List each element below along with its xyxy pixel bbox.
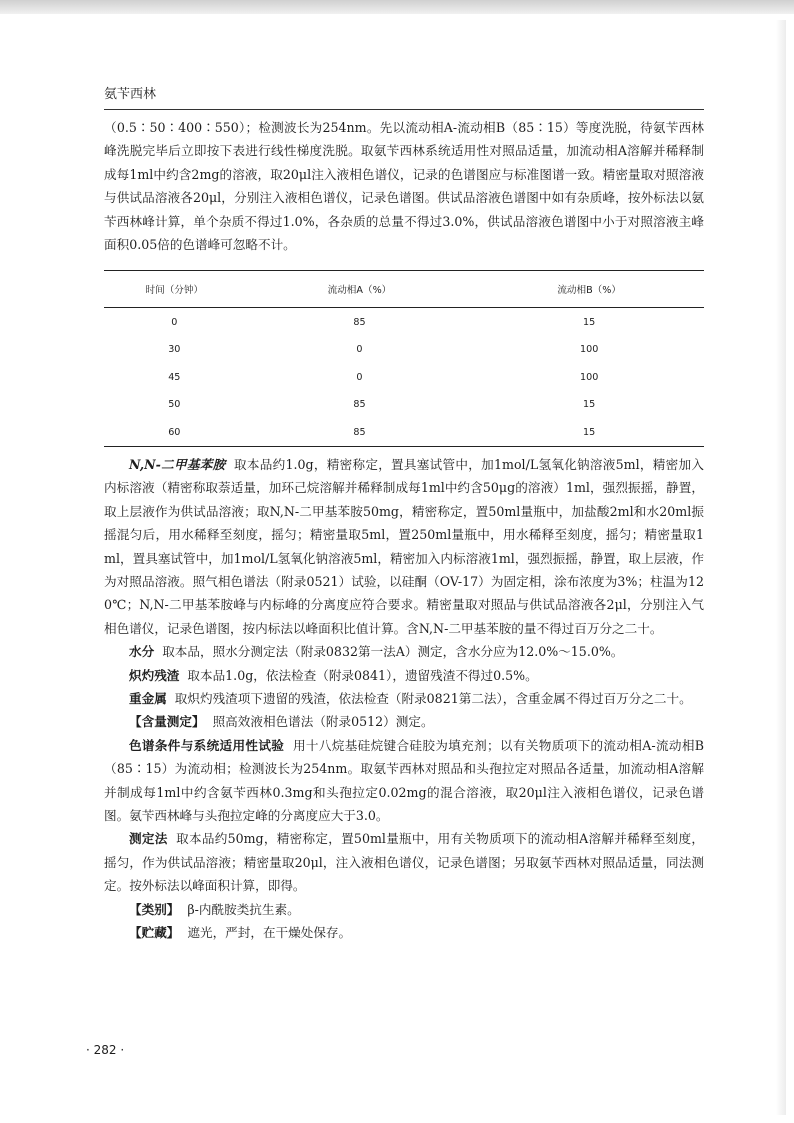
section-text-assay: 照高效液相色谱法（附录0512）测定。: [212, 714, 434, 730]
table-cell: 30: [168, 344, 181, 356]
section-text-dimethylaniline: 取本品约1.0g，精密称定，置具塞试管中，加1mol/L氢氧化钠溶液5ml，精密加入内标溶液（精密称取萘适量，加环己烷溶解并稀释制成每1ml中约含50μg的溶液）1ml，强烈振摇，静置，取上层液作为供试品溶液；取N,N-二甲基苯胺50mg，精密称定，置50ml量瓶中，加盐酸2ml和水20ml振摇混匀后，用水稀释至刻度，摇匀；精密量取5ml，置250ml量瓶中，用水稀释至刻度，摇匀；精密量取1ml，置具塞试管中，加1mol/L氢氧化钠溶液5ml，精密加入内标溶液1ml，强烈振摇，静置，取上层液，作为对照品溶液。照气相色谱法（附录0521）试验，以硅酮（OV-17）为固定相，涂布浓度为3%；柱温为120℃；N,N-二甲基苯胺峰与内标峰的分离度应符合要求。精密量取对照品与供试品溶液各2μl，分别注入气相色谱仪，记录色谱图，按内标法以峰面积比值计算。含N,N-二甲基苯胺的量不得过百万分之二十。: [104, 456, 704, 636]
section-title-assay: 【含量测定】: [129, 714, 205, 730]
intro-paragraph: （0.5∶50∶400∶550）；检测波长为254nm。先以流动相A-流动相B（85∶15）等度洗脱，待氨苄西林峰洗脱完毕后立即按下表进行线性梯度洗脱。取氨苄西林系统适用性对照品适量，加流动相A溶解并稀释制成每1ml中约含2mg的溶液，取20μl注入液相色谱仪，记录的色谱图应与标准图谱一致。精密量取对照溶液与供试品溶液各20μl，分别注入液相色谱仪，记录色谱图。供试品溶液色谱图中如有杂质峰，按外标法以氨苄西林峰计算，单个杂质不得过1.0%，各杂质的总量不得过3.0%，供试品溶液色谱图中小于对照溶液主峰面积0.05倍的色谱峰可忽略不计。: [104, 120, 704, 253]
section-chromatography: [104, 734, 704, 828]
section-title-chromatography: 色谱条件与系统适用性试验: [129, 737, 285, 753]
table-cell: 50: [168, 399, 181, 411]
section-title-water: 水分: [129, 644, 155, 660]
table-cell: 85: [353, 316, 366, 328]
table-row: [104, 363, 704, 391]
table-cell: 15: [583, 399, 596, 411]
table-cell: 45: [168, 371, 181, 383]
table-cell: 100: [579, 371, 599, 383]
section-text-residue: 取本品1.0g，依法检查（附录0841），遗留残渣不得过0.5%。: [187, 667, 538, 683]
table-row: [104, 336, 704, 364]
table-row: [104, 418, 704, 446]
scan-right-edge: [776, 20, 786, 1115]
page-number: · 282 ·: [86, 1043, 125, 1057]
section-title-method: 测定法: [129, 831, 168, 847]
section-title-category: 【类别】: [129, 901, 180, 917]
table-cell: 15: [583, 426, 596, 438]
section-title-residue: 炽灼残渣: [129, 667, 180, 683]
running-head: 氨苄西林: [104, 86, 704, 110]
table-header-row: [104, 271, 704, 308]
section-text-category: β-内酰胺类抗生素。: [187, 901, 300, 917]
section-text-method: 取本品约50mg，精密称定，置50ml量瓶中，用有关物质项下的流动相A溶解并稀释至刻度，摇匀，作为供试品溶液；精密量取20μl，注入液相色谱仪，记录色谱图；另取氨苄西林对照品适量，同法测定。按外标法以峰面积计算，即得。: [104, 831, 704, 894]
table-row: [104, 308, 704, 336]
section-title-heavy-metals: 重金属: [129, 691, 167, 706]
section-heavy-metals: [104, 687, 704, 710]
table-cell: 0: [171, 316, 178, 328]
table-header-phase-a: 流动相A（%）: [245, 271, 475, 308]
table-header-phase-b: 流动相B（%）: [474, 271, 704, 308]
section-dimethylaniline: [104, 453, 704, 640]
gradient-table: [104, 270, 704, 447]
table-cell: 15: [583, 316, 596, 328]
section-text-heavy-metals: 取炽灼残渣项下遗留的残渣，依法检查（附录0821第二法），含重金属不得过百万分之二十。: [174, 691, 692, 706]
table-cell: 0: [356, 371, 363, 383]
table-cell: 0: [356, 344, 363, 356]
section-title-storage: 【贮藏】: [129, 925, 180, 941]
scan-top-band: [0, 0, 794, 14]
section-storage: [104, 921, 704, 944]
section-text-water: 取本品，照水分测定法（附录0832第一法A）测定，含水分应为12.0%～15.0%。: [162, 644, 624, 660]
table-cell: 60: [168, 426, 181, 438]
table-cell: 85: [353, 399, 366, 411]
section-category: [104, 898, 704, 921]
section-residue: [104, 664, 704, 687]
section-title-dimethylaniline: N,N-二甲基苯胺: [129, 456, 226, 472]
section-text-storage: 遮光，严封，在干燥处保存。: [187, 925, 352, 941]
section-method: [104, 827, 704, 897]
table-cell: 85: [353, 426, 366, 438]
table-header-time: 时间（分钟）: [104, 271, 245, 308]
table-cell: 100: [579, 344, 599, 356]
table-row: [104, 391, 704, 419]
page-body: [104, 86, 704, 944]
section-assay: [104, 710, 704, 733]
section-text-chromatography: 用十八烷基硅烷键合硅胶为填充剂；以有关物质项下的流动相A-流动相B（85∶15）为流动相；检测波长为254nm。取氨苄西林对照品和头孢拉定对照品各适量，加流动相A溶解并制成每1ml中约含氨苄西林0.3mg和头孢拉定0.02mg的混合溶液，取20μl注入液相色谱仪，记录色谱图。氨苄西林峰与头孢拉定峰的分离度应大于3.0。: [104, 737, 705, 824]
section-water: [104, 640, 704, 663]
